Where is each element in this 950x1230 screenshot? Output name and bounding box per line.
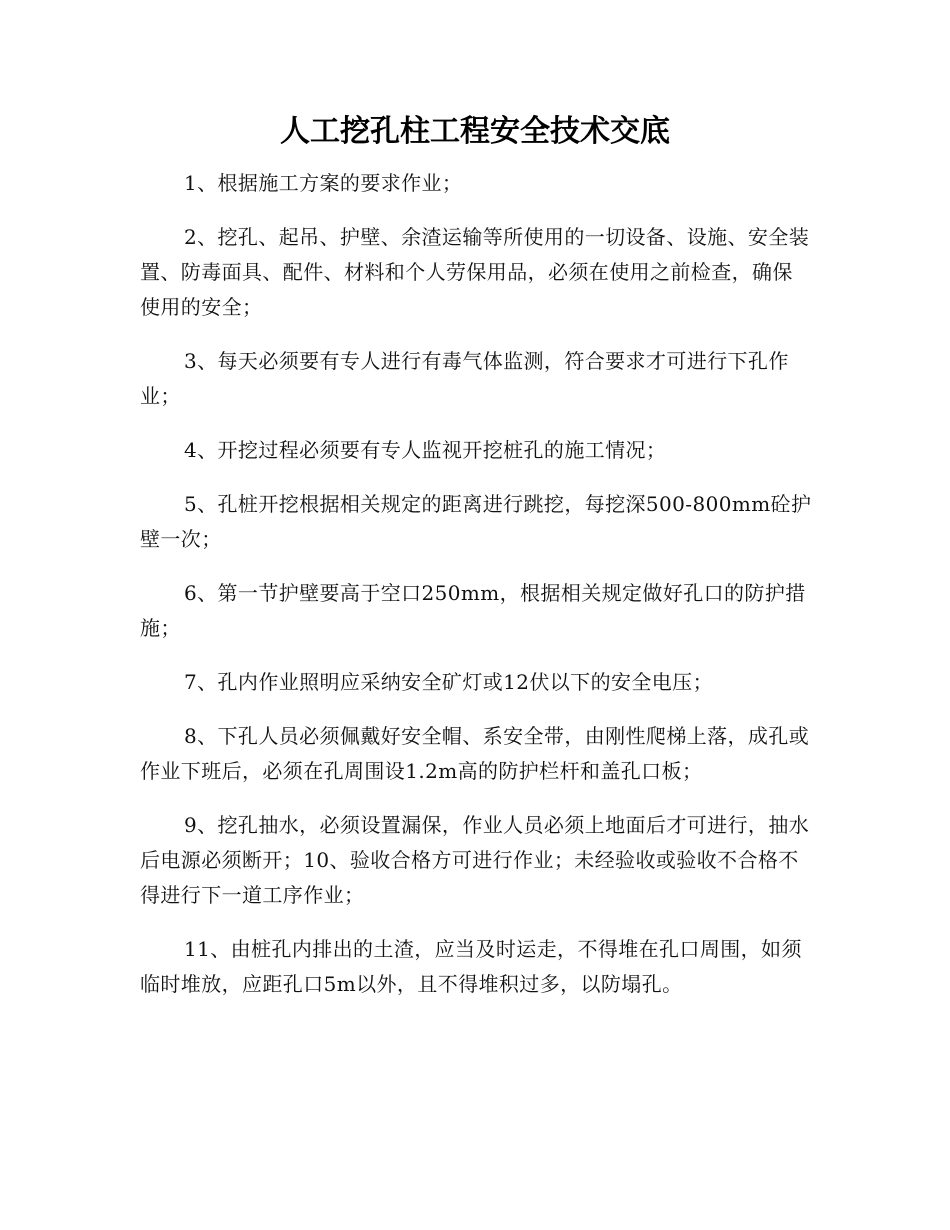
document-title: 人工挖孔柱工程安全技术交底 — [280, 114, 670, 149]
paragraph-6: 6、第一节护壁要高于空口250mm，根据相关规定做好孔口的防护措施； — [140, 581, 806, 640]
document-body — [140, 166, 812, 1021]
paragraph-8: 8、下孔人员必须佩戴好安全帽、系安全带，由刚性爬梯上落，成孔或作业下班后，必须在孔周围设1.2m高的防护栏杆和盖孔口板； — [140, 724, 810, 783]
paragraph-3: 3、每天必须要有专人进行有毒气体监测，符合要求才可进行下孔作业； — [140, 349, 789, 408]
paragraph-5: 5、孔桩开挖根据相关规定的距离进行跳挖，每挖深500-800mm砼护壁一次； — [140, 492, 812, 551]
paragraph-4: 4、开挖过程必须要有专人监视开挖桩孔的施工情况； — [184, 438, 667, 462]
paragraph-2: 2、挖孔、起吊、护壁、余渣运输等所使用的一切设备、设施、安全装置、防毒面具、配件、材料和个人劳保用品，必须在使用之前检查，确保使用的安全； — [140, 225, 810, 319]
paragraph-9: 9、挖孔抽水，必须设置漏保，作业人员必须上地面后才可进行，抽水后电源必须断开；10、验收合格方可进行作业；未经验收或验收不合格不得进行下一道工序作业； — [140, 813, 810, 907]
paragraph-10: 11、由桩孔内排出的土渣，应当及时运走，不得堆在孔口周围，如须临时堆放，应距孔口5m以外，且不得堆积过多，以防塌孔。 — [140, 937, 802, 996]
paragraph-7: 7、孔内作业照明应采纳安全矿灯或12伏以下的安全电压； — [184, 670, 713, 694]
paragraph-1: 1、根据施工方案的要求作业； — [184, 171, 463, 195]
